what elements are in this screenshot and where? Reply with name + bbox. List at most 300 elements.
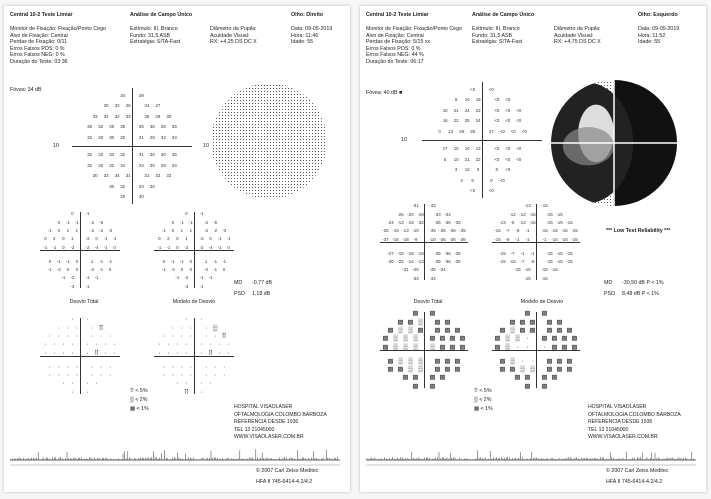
threshold-value: <0 bbox=[494, 118, 500, 124]
probability-symbol: ▩ bbox=[397, 318, 404, 326]
probability-symbol: ▩ bbox=[499, 326, 506, 334]
probability-symbol: · bbox=[86, 349, 89, 357]
probability-legend: ⠿ < 5% ▒ < 2% ▩ < 1% bbox=[130, 388, 149, 412]
deviation-value: -2 bbox=[204, 227, 209, 233]
deviation-value: -15 bbox=[524, 275, 531, 281]
probability-symbol: ▒ bbox=[515, 335, 520, 343]
threshold-value: 10 bbox=[464, 146, 470, 152]
deviation-value: -2 bbox=[90, 219, 95, 225]
deviation-value: 0 bbox=[158, 236, 161, 242]
md-value: -0,77 dB bbox=[252, 280, 273, 286]
deviation-value: -1 bbox=[103, 244, 108, 250]
gaze-tracking-graph bbox=[366, 444, 696, 470]
threshold-value: 24 bbox=[475, 118, 481, 124]
deviation-value: -15 bbox=[566, 219, 573, 225]
probability-symbol: ▩ bbox=[402, 374, 409, 382]
probability-symbol: ▩ bbox=[571, 335, 578, 343]
probability-symbol: ▩ bbox=[459, 343, 466, 351]
probability-symbol: · bbox=[218, 341, 221, 349]
threshold-value: 10 bbox=[464, 97, 470, 103]
probability-symbol: · bbox=[171, 332, 175, 340]
deviation-value: -30 bbox=[387, 259, 394, 264]
probability-symbol: · bbox=[162, 363, 166, 371]
copyright: © 2007 Carl Zeiss Meditec bbox=[606, 468, 669, 474]
deviation-value: -36 bbox=[444, 259, 451, 264]
gaze-tracking-graph bbox=[10, 444, 340, 470]
threshold-value: 6 bbox=[471, 177, 474, 183]
probability-symbol: ▩ bbox=[407, 318, 414, 326]
deviation-value: -15 bbox=[499, 250, 506, 256]
probability-symbol: · bbox=[90, 324, 94, 332]
probability-symbol: · bbox=[108, 363, 112, 371]
probability-symbol: ▒ bbox=[418, 357, 423, 365]
reliability-block: Monitor de Fixação: Fixação/Ponto Cego Alvo de Fixação: Central Perdas de Fixação: 5/15 xx Erros Falsos POS: 0 % Erros Falsos NEG: 44 % Duração do Teste: 06:17 bbox=[366, 26, 462, 65]
probability-symbol: ▩ bbox=[429, 335, 436, 343]
deviation-value: 1 bbox=[71, 236, 74, 242]
probability-symbol: · bbox=[86, 341, 89, 349]
deviation-value: -2 bbox=[70, 275, 75, 281]
deviation-value: -15 bbox=[551, 228, 558, 234]
probability-symbol: · bbox=[62, 380, 65, 388]
probability-symbol: ▩ bbox=[459, 335, 466, 343]
deviation-value: -36 bbox=[444, 219, 451, 225]
probability-symbol: · bbox=[227, 349, 230, 357]
deviation-value: -15 bbox=[509, 259, 516, 264]
deviation-value: -15 bbox=[524, 267, 531, 273]
probability-symbol: ▩ bbox=[387, 366, 394, 373]
probability-symbol: ▩ bbox=[434, 357, 441, 365]
probability-symbol: ▩ bbox=[566, 366, 573, 373]
deviation-value: -1 bbox=[47, 227, 52, 233]
threshold-value: 12 bbox=[464, 167, 470, 173]
probability-symbol: · bbox=[48, 363, 52, 371]
axis-label-left: 10 bbox=[401, 137, 407, 143]
deviation-value: -15 bbox=[571, 228, 578, 234]
probability-symbol: · bbox=[75, 363, 79, 371]
vertical-axis bbox=[80, 212, 81, 288]
probability-symbol: ▒ bbox=[430, 343, 435, 351]
deviation-value: -3 bbox=[108, 227, 113, 233]
deviation-value: -1 bbox=[188, 219, 193, 225]
deviation-value: -1 bbox=[99, 258, 104, 264]
deviation-value: -1 bbox=[108, 258, 113, 264]
deviation-value: 0 bbox=[57, 227, 61, 233]
probability-symbol: · bbox=[171, 324, 175, 332]
analysis-type: Análise de Campo Único bbox=[130, 12, 193, 18]
deviation-value: -1 bbox=[175, 275, 180, 281]
probability-symbol: ▩ bbox=[439, 374, 446, 382]
probability-symbol: · bbox=[171, 372, 175, 379]
deviation-value: -20 bbox=[412, 267, 419, 273]
threshold-value: 35 bbox=[171, 124, 177, 130]
deviation-value: -36 bbox=[439, 228, 446, 234]
deviation-value: -19 bbox=[407, 250, 414, 256]
threshold-value: 34 bbox=[171, 162, 177, 168]
probability-symbol: · bbox=[108, 332, 112, 340]
probability-symbol: · bbox=[86, 316, 89, 324]
probability-symbol: ▩ bbox=[551, 343, 558, 351]
probability-symbol: · bbox=[180, 363, 184, 371]
threshold-value: 34 bbox=[114, 173, 120, 179]
grayscale-plot bbox=[550, 79, 678, 207]
threshold-value: 13 bbox=[475, 146, 481, 152]
probability-symbol: ⠿ bbox=[221, 332, 227, 340]
deviation-value: -34 bbox=[439, 267, 446, 273]
deviation-value: -1 bbox=[65, 258, 70, 264]
probability-symbol: ▩ bbox=[519, 318, 526, 326]
probability-symbol: ▩ bbox=[541, 382, 548, 390]
threshold-value: 30 bbox=[138, 194, 144, 200]
deviation-value: -15 bbox=[556, 211, 563, 217]
deviation-value: 0 bbox=[95, 236, 98, 242]
probability-symbol: ▩ bbox=[387, 326, 394, 334]
md-label: MD bbox=[604, 280, 613, 286]
deviation-value: -35 bbox=[459, 228, 466, 234]
probability-symbol: ▩ bbox=[454, 366, 461, 373]
probability-symbol: ▒ bbox=[398, 326, 403, 334]
probability-symbol: ▩ bbox=[387, 357, 394, 365]
deviation-value: -1 bbox=[85, 283, 90, 289]
threshold-value: 32 bbox=[120, 183, 126, 189]
deviation-value: -7 bbox=[510, 250, 515, 256]
threshold-value: 34 bbox=[120, 162, 126, 168]
deviation-value: -27 bbox=[387, 250, 394, 256]
probability-symbol: ▩ bbox=[571, 343, 578, 351]
deviation-value: 0 bbox=[189, 258, 193, 264]
threshold-value: 28 bbox=[149, 134, 155, 140]
threshold-value: 32 bbox=[120, 152, 126, 158]
probability-symbol: ▒ bbox=[418, 318, 423, 326]
threshold-value: <0 bbox=[494, 146, 500, 152]
threshold-value: 0 bbox=[495, 167, 499, 173]
probability-symbol: ▒ bbox=[393, 335, 398, 343]
deviation-value: -1 bbox=[94, 275, 99, 281]
probability-symbol: ▩ bbox=[561, 335, 568, 343]
deviation-value: -34 bbox=[444, 211, 451, 217]
device-model: HFA II 745-6414-4.2/4.2 bbox=[606, 479, 663, 485]
deviation-value: 0 bbox=[62, 236, 65, 242]
probability-symbol: · bbox=[66, 332, 70, 340]
deviation-value: 1 bbox=[189, 227, 193, 233]
probability-symbol: · bbox=[189, 372, 193, 379]
deviation-value: 0 bbox=[171, 227, 175, 233]
deviation-value: 0 bbox=[222, 267, 226, 272]
threshold-value: 33 bbox=[98, 134, 104, 140]
probability-symbol: ⠿ bbox=[94, 349, 100, 357]
threshold-value: <0 bbox=[494, 107, 500, 113]
deviation-value: -15 bbox=[561, 228, 568, 234]
threshold-value: 0 bbox=[490, 177, 493, 183]
threshold-value: 32 bbox=[87, 152, 93, 158]
probability-symbol: · bbox=[176, 349, 179, 357]
deviation-value: -12 bbox=[519, 211, 526, 217]
threshold-value: 34 bbox=[171, 134, 177, 140]
probability-symbol: · bbox=[62, 341, 65, 349]
threshold-value: <0 bbox=[488, 86, 494, 92]
deviation-value: 1 bbox=[204, 258, 208, 264]
probability-symbol: ▩ bbox=[449, 335, 456, 343]
probability-symbol: ▒ bbox=[530, 366, 535, 373]
threshold-value: 32 bbox=[155, 173, 161, 179]
probability-symbol: · bbox=[66, 363, 70, 371]
probability-symbol: · bbox=[66, 324, 70, 332]
deviation-value: -13 bbox=[524, 203, 531, 209]
probability-symbol: · bbox=[86, 388, 89, 396]
deviation-value: -15 bbox=[392, 228, 399, 234]
deviation-value: -1 bbox=[208, 275, 213, 281]
threshold-value: <0 bbox=[505, 146, 511, 152]
threshold-value: 32 bbox=[87, 134, 93, 140]
deviation-value: 0 bbox=[189, 267, 193, 272]
deviation-value: 0 bbox=[44, 236, 47, 242]
deviation-value: -1 bbox=[226, 236, 231, 242]
probability-symbol: · bbox=[44, 341, 47, 349]
vertical-axis bbox=[132, 88, 133, 204]
deviation-value: -1 bbox=[525, 228, 530, 234]
probability-symbol: · bbox=[75, 372, 79, 379]
probability-symbol: ▩ bbox=[429, 382, 436, 390]
deviation-value: -10 bbox=[429, 236, 436, 242]
stimulus-block: Estímulo: III, Branco Fundo: 31,5 ASB Estratégia: SITA-Fast bbox=[472, 26, 523, 46]
deviation-value: -10 bbox=[412, 228, 419, 234]
probability-symbol: · bbox=[222, 372, 226, 379]
threshold-value: <0 bbox=[510, 128, 516, 134]
threshold-value: 22 bbox=[453, 118, 459, 124]
deviation-value: -15 bbox=[514, 267, 521, 273]
probability-symbol: · bbox=[200, 341, 203, 349]
deviation-value: -15 bbox=[494, 236, 501, 242]
probability-symbol: ▩ bbox=[454, 326, 461, 334]
test-name: Central 10-2 Teste Limiar bbox=[10, 12, 73, 18]
probability-symbol: ▩ bbox=[541, 374, 548, 382]
threshold-value: 28 bbox=[160, 124, 166, 130]
probability-symbol: · bbox=[185, 341, 188, 349]
probability-symbol: ▩ bbox=[429, 374, 436, 382]
probability-symbol: · bbox=[71, 316, 74, 324]
deviation-value: -33 bbox=[429, 203, 436, 209]
deviation-value: -15 bbox=[551, 267, 558, 273]
probability-symbol: · bbox=[71, 341, 74, 349]
deviation-value: -1 bbox=[161, 227, 166, 233]
threshold-value: 13 bbox=[448, 128, 454, 134]
probability-symbol: ▒ bbox=[408, 366, 413, 373]
deviation-value: -1 bbox=[157, 244, 162, 250]
threshold-value: 30 bbox=[109, 134, 115, 140]
probability-symbol: ▩ bbox=[494, 335, 501, 343]
deviation-value: -22 bbox=[397, 259, 404, 264]
probability-symbol: ▩ bbox=[529, 318, 536, 326]
deviation-value: -14 bbox=[407, 259, 414, 264]
threshold-value: 21 bbox=[464, 156, 470, 162]
deviation-value: -2 bbox=[204, 267, 209, 272]
md-value: -30,50 dB P < 1% bbox=[622, 280, 664, 286]
probability-symbol: · bbox=[104, 341, 107, 349]
probability-symbol: ▒ bbox=[520, 366, 525, 373]
probability-symbol: ▩ bbox=[434, 366, 441, 373]
deviation-value: -15 bbox=[566, 250, 573, 256]
probability-symbol: ▩ bbox=[429, 310, 436, 318]
probability-symbol: · bbox=[158, 349, 161, 357]
deviation-value: 1 bbox=[180, 227, 184, 233]
probability-symbol: ▩ bbox=[434, 318, 441, 326]
probability-symbol: · bbox=[200, 380, 203, 388]
probability-symbol: · bbox=[213, 332, 217, 340]
threshold-value: 32 bbox=[166, 173, 172, 179]
threshold-value: 33 bbox=[98, 162, 104, 168]
grayscale-field bbox=[550, 79, 678, 207]
deviation-value: -5 bbox=[510, 219, 515, 225]
deviation-value: -37 bbox=[382, 236, 389, 242]
deviation-value: -1 bbox=[103, 236, 108, 242]
probability-symbol: ▩ bbox=[546, 366, 553, 373]
threshold-value: <0 bbox=[505, 97, 511, 103]
deviation-value: -13 bbox=[402, 228, 409, 234]
probability-symbol: ▒ bbox=[413, 335, 418, 343]
threshold-value: <0 bbox=[516, 156, 522, 162]
deviation-value: 0 bbox=[227, 244, 230, 250]
vertical-axis bbox=[80, 318, 81, 394]
probability-symbol: · bbox=[66, 372, 70, 379]
deviation-value: -1 bbox=[199, 275, 204, 281]
deviation-value: -35 bbox=[429, 228, 436, 234]
threshold-value: 29 bbox=[160, 162, 166, 168]
deviation-value: -1 bbox=[161, 267, 166, 272]
probability-symbol: · bbox=[99, 363, 103, 371]
probability-symbol: ▩ bbox=[514, 374, 521, 382]
psd-value: 8,48 dB P < 1% bbox=[622, 291, 659, 297]
deviation-value: -15 bbox=[546, 250, 553, 256]
threshold-value: <0 bbox=[521, 128, 527, 134]
probability-symbol: ▒ bbox=[505, 343, 510, 351]
probability-symbol: ⠿ bbox=[98, 324, 104, 332]
deviation-value: -31 bbox=[402, 267, 409, 273]
deviation-value: -32 bbox=[417, 219, 424, 225]
deviation-value: -1 bbox=[85, 275, 90, 281]
probability-symbol: · bbox=[53, 349, 56, 357]
deviation-value: -1 bbox=[47, 267, 52, 272]
probability-symbol: · bbox=[171, 363, 175, 371]
probability-symbol: · bbox=[543, 343, 546, 351]
deviation-value: -1 bbox=[61, 275, 66, 281]
probability-legend: ⠿ < 5% ▒ < 2% ▩ < 1% bbox=[474, 388, 493, 412]
threshold-value: 35 bbox=[144, 113, 150, 119]
deviation-value: -1 bbox=[112, 236, 117, 242]
probability-symbol: · bbox=[57, 363, 61, 371]
deviation-value: 0 bbox=[75, 267, 79, 272]
probability-symbol: · bbox=[86, 380, 89, 388]
probability-symbol: · bbox=[185, 380, 188, 388]
deviation-value: -15 bbox=[541, 203, 548, 209]
deviation-value: -1 bbox=[515, 236, 520, 242]
threshold-value: 30 bbox=[87, 124, 93, 130]
deviation-value: 0 bbox=[62, 244, 65, 250]
deviation-value: 0 bbox=[176, 236, 179, 242]
deviation-value: -36 bbox=[454, 250, 461, 256]
deviation-value: 0 bbox=[57, 219, 61, 225]
threshold-value: 34 bbox=[120, 92, 126, 98]
clinic-footer: HOSPITAL VISAOLASER OFTALMOLOGIA COLOMBO BARBOZA REFERENCIA DESDE 1936 TEL 13 21045000 WWW.VISAOLASER.COM.BR bbox=[588, 404, 681, 440]
psd-label: PSD bbox=[234, 291, 245, 297]
probability-symbol: · bbox=[167, 349, 170, 357]
probability-symbol: ▩ bbox=[499, 366, 506, 373]
analysis-type: Análise de Campo Único bbox=[472, 12, 535, 18]
threshold-value: 33 bbox=[103, 173, 109, 179]
deviation-value: -3 bbox=[184, 283, 189, 289]
probability-symbol: ▩ bbox=[551, 335, 558, 343]
probability-symbol: · bbox=[44, 349, 47, 357]
deviation-value: -15 bbox=[541, 275, 548, 281]
threshold-value: <0 bbox=[499, 177, 505, 183]
deviation-value: 0 bbox=[209, 236, 212, 242]
deviation-value: -5 bbox=[99, 219, 104, 225]
deviation-value: -7 bbox=[520, 259, 525, 264]
probability-symbol: ⠿ bbox=[183, 388, 189, 396]
date-block: Data: 09-05-2019 Hora: 11:46 Idade: 55 bbox=[291, 26, 333, 46]
threshold-value: 27 bbox=[488, 128, 494, 134]
threshold-value: 30 bbox=[103, 103, 109, 109]
deviation-value: 0 bbox=[176, 244, 179, 250]
deviation-value: -18 bbox=[407, 219, 414, 225]
pattern-deviation-title: Modelo de Desvio bbox=[520, 299, 564, 305]
device-model: HFA II 745-6414-4.2/4.2 bbox=[256, 479, 313, 485]
threshold-value: 16 bbox=[442, 118, 448, 124]
deviation-value: -15 bbox=[566, 259, 573, 264]
threshold-value: 31 bbox=[138, 152, 144, 158]
deviation-value: -12 bbox=[509, 211, 516, 217]
deviation-value: -13 bbox=[397, 219, 404, 225]
probability-symbol: ▩ bbox=[449, 343, 456, 351]
probability-symbol: ▩ bbox=[566, 326, 573, 334]
threshold-value: <0 bbox=[470, 86, 476, 92]
probability-symbol: · bbox=[95, 380, 98, 388]
probability-symbol: · bbox=[90, 332, 94, 340]
deviation-value: -3 bbox=[70, 283, 75, 289]
probability-symbol: · bbox=[158, 341, 161, 349]
threshold-value: 35 bbox=[138, 124, 144, 130]
deviation-value: -15 bbox=[529, 211, 536, 217]
probability-symbol: · bbox=[108, 372, 112, 379]
probability-symbol: · bbox=[213, 372, 217, 379]
deviation-value: -2 bbox=[85, 244, 90, 250]
threshold-value: <0 bbox=[516, 118, 522, 124]
probability-symbol: · bbox=[189, 332, 193, 340]
deviation-value: -1 bbox=[179, 219, 184, 225]
probability-symbol: ▩ bbox=[509, 366, 516, 373]
threshold-value: 10 bbox=[453, 156, 459, 162]
deviation-value: -7 bbox=[505, 228, 510, 234]
probability-symbol: · bbox=[57, 332, 61, 340]
probability-symbol: ▒ bbox=[403, 335, 408, 343]
probability-symbol: ▒ bbox=[510, 357, 515, 365]
eye-label: Olho: Direito bbox=[291, 12, 324, 18]
threshold-value: 10 bbox=[442, 107, 448, 113]
threshold-value: 17 bbox=[442, 146, 448, 152]
pupil-block: Diâmetro da Pupila: Acuidade Visual: RX: +4,75 DS DC X bbox=[554, 26, 601, 46]
deviation-value: -13 bbox=[499, 219, 506, 225]
probability-symbol: · bbox=[53, 341, 56, 349]
deviation-value: -1 bbox=[43, 244, 48, 250]
deviation-value: -35 bbox=[434, 259, 441, 264]
deviation-value: -1 bbox=[52, 244, 57, 250]
deviation-value: 2 bbox=[53, 236, 56, 242]
deviation-value: -1 bbox=[170, 258, 175, 264]
deviation-value: 0 bbox=[162, 258, 166, 264]
vertical-axis bbox=[194, 318, 195, 394]
deviation-value: -1 bbox=[213, 267, 218, 272]
copyright: © 2007 Carl Zeiss Meditec bbox=[256, 468, 319, 474]
axis-label-left: 10 bbox=[53, 143, 59, 149]
threshold-value: <0 bbox=[470, 188, 476, 194]
